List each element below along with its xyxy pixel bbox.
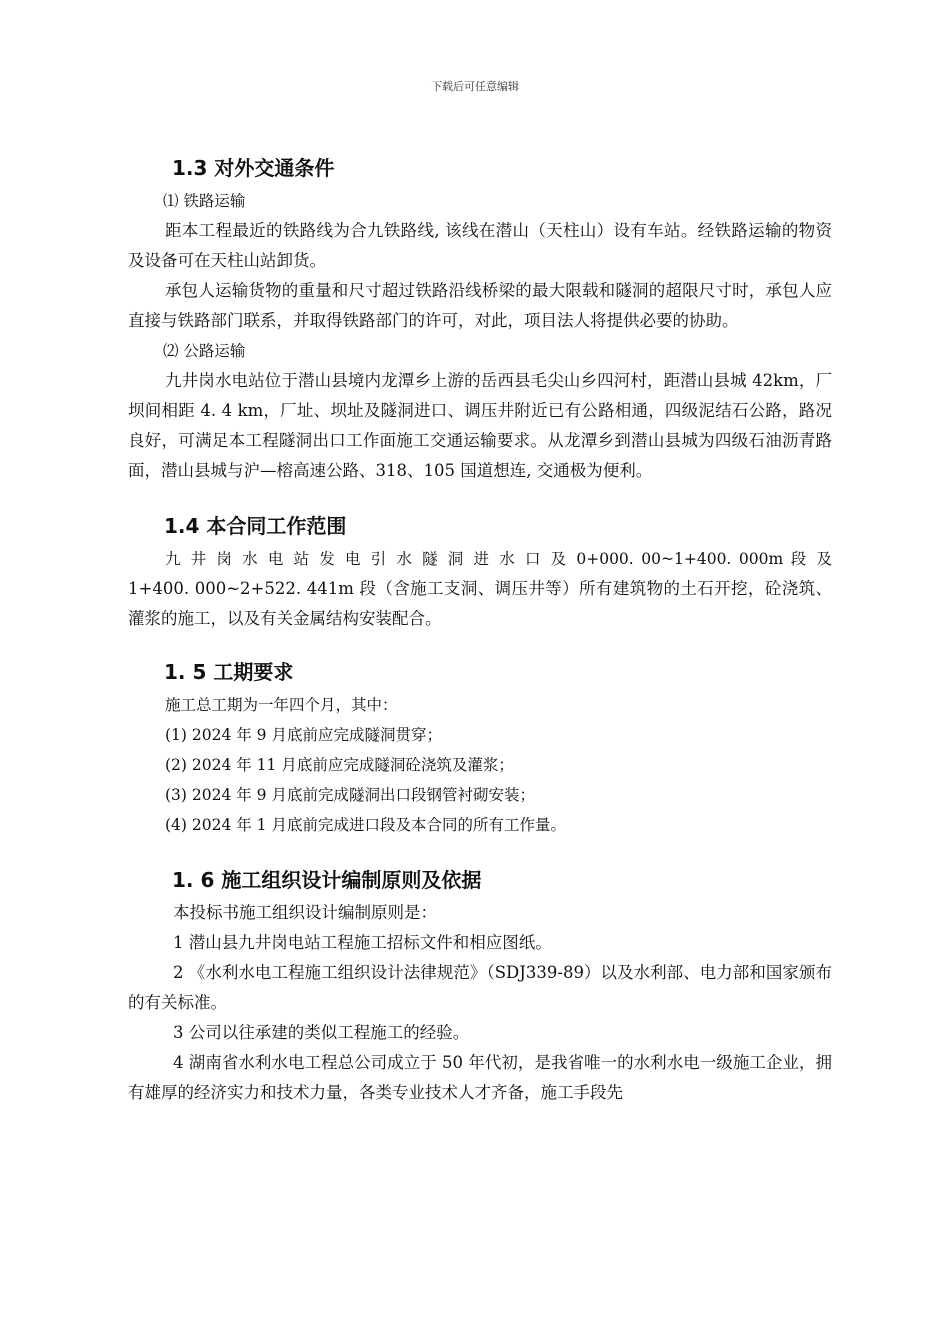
- subsection-label-railway: ⑴ 铁路运输: [163, 192, 246, 210]
- section-title: 1. 5 工期要求: [164, 660, 294, 684]
- paragraph-principle-4: 4 湖南省水利水电工程总公司成立于 50 年代初，是我省唯一的水利水电一级施工企业，拥有雄厚的经济实力和技术力量，各类专业技术人才齐备，施工手段先: [128, 1053, 832, 1102]
- list-item: (3) 2024 年 9 月底前完成隧洞出口段钢管衬砌安装；: [165, 786, 535, 804]
- section-title: 1. 6 施工组织设计编制原则及依据: [172, 868, 482, 892]
- list-item: (2) 2024 年 11 月底前应完成隧洞砼浇筑及灌浆；: [165, 756, 514, 774]
- paragraph-schedule-intro: 施工总工期为一年四个月，其中：: [165, 696, 398, 714]
- paragraph-scope-line-1: 九 井 岗 水 电 站 发 电 引 水 隧 洞 进 水 口 及 0+000. 00~1+400. 000m 段 及: [165, 550, 832, 568]
- section-1-5-schedule: [128, 654, 832, 840]
- section-1-6-design-principles: [128, 862, 832, 1108]
- section-title: 1.4 本合同工作范围: [164, 514, 347, 538]
- paragraph-principle-3: 3 公司以往承建的类似工程施工的经验。: [173, 1023, 470, 1042]
- list-item: (4) 2024 年 1 月底前完成进口段及本合同的所有工作量。: [165, 816, 566, 834]
- section-1-4-contract-scope: [128, 508, 832, 634]
- page-header: 下载后可任意编辑: [431, 80, 519, 93]
- paragraph-railway-2: 承包人运输货物的重量和尺寸超过铁路沿线桥梁的最大限载和隧洞的超限尺寸时，承包人应直接与铁路部门联系，并取得铁路部门的许可，对此，项目法人将提供必要的协助。: [128, 281, 832, 330]
- paragraph-principle-2: 2 《水利水电工程施工组织设计法律规范》（SDJ339-89）以及水利部、电力部和国家颁布的有关标准。: [128, 963, 832, 1012]
- subsection-label-highway: ⑵ 公路运输: [163, 342, 246, 360]
- paragraph-railway-1: 距本工程最近的铁路线为合九铁路线, 该线在潜山（天柱山）设有车站。经铁路运输的物资及设备可在天柱山站卸货。: [128, 221, 832, 270]
- paragraph-scope-rest: 1+400. 000~2+522. 441m 段（含施工支洞、调压井等）所有建筑物的土石开挖，砼浇筑、灌浆的施工，以及有关金属结构安装配合。: [128, 579, 832, 628]
- section-title: 1.3 对外交通条件: [172, 156, 335, 180]
- list-item: (1) 2024 年 9 月底前应完成隧洞贯穿；: [165, 726, 442, 744]
- document-body: [128, 150, 832, 1108]
- paragraph-highway: 九井岗水电站位于潜山县境内龙潭乡上游的岳西县毛尖山乡四河村，距潜山县城 42km，厂坝间相距 4. 4 km，厂址、坝址及隧洞进口、调压井附近已有公路相通，四级泥结石公路，路况良好，可满足本工程隧洞出口工作面施工交通运输要求。从龙潭乡到潜山县城为四级石油沥青路面，潜山县城与沪—榕高速公路、318、105 国道想连, 交通极为便利。: [128, 371, 832, 480]
- paragraph-principles-intro: 本投标书施工组织设计编制原则是：: [173, 903, 437, 922]
- paragraph-principle-1: 1 潜山县九井岗电站工程施工招标文件和相应图纸。: [173, 933, 552, 952]
- section-1-3-external-transport: [128, 150, 832, 486]
